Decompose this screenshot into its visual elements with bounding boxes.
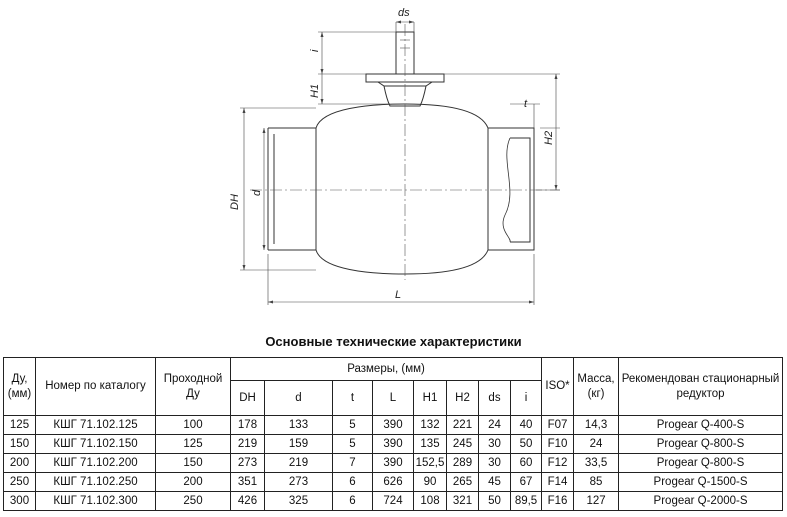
cell-catalog: КШГ 71.102.200 bbox=[36, 454, 156, 473]
table-row bbox=[4, 492, 783, 511]
cell-mass: 85 bbox=[574, 473, 619, 492]
header-h1: H1 bbox=[414, 381, 447, 416]
table-title: Основные технические характеристики bbox=[265, 334, 522, 349]
cell-bore: 200 bbox=[156, 473, 231, 492]
cell-dh: 426 bbox=[231, 492, 265, 511]
cell-dh: 273 bbox=[231, 454, 265, 473]
cell-catalog: КШГ 71.102.250 bbox=[36, 473, 156, 492]
header-gear: Рекомендован стационарный редуктор bbox=[619, 358, 783, 416]
cell-l: 390 bbox=[373, 435, 414, 454]
cell-iso: F14 bbox=[542, 473, 574, 492]
cell-dh: 178 bbox=[231, 416, 265, 435]
header-bore: Проходной Ду bbox=[156, 358, 231, 416]
label-l: L bbox=[395, 289, 402, 301]
label-t: t bbox=[524, 98, 528, 110]
cell-ds: 24 bbox=[479, 416, 511, 435]
cell-h2: 265 bbox=[447, 473, 479, 492]
cell-iso: F12 bbox=[542, 454, 574, 473]
cell-t: 5 bbox=[333, 416, 373, 435]
cell-du: 125 bbox=[4, 416, 36, 435]
cell-bore: 250 bbox=[156, 492, 231, 511]
cell-h2: 321 bbox=[447, 492, 479, 511]
cell-h1: 108 bbox=[414, 492, 447, 511]
header-iso: ISO* bbox=[542, 358, 574, 416]
cell-h1: 152,5 bbox=[414, 454, 447, 473]
cell-d: 273 bbox=[265, 473, 333, 492]
cell-t: 5 bbox=[333, 435, 373, 454]
cell-iso: F16 bbox=[542, 492, 574, 511]
cell-gear: Progear Q-1500-S bbox=[619, 473, 783, 492]
header-catalog: Номер по каталогу bbox=[36, 358, 156, 416]
cell-h1: 132 bbox=[414, 416, 447, 435]
cell-i: 67 bbox=[511, 473, 542, 492]
label-d: d bbox=[251, 189, 263, 196]
cell-d: 159 bbox=[265, 435, 333, 454]
cell-bore: 125 bbox=[156, 435, 231, 454]
cell-t: 7 bbox=[333, 454, 373, 473]
cell-gear: Progear Q-800-S bbox=[619, 454, 783, 473]
cell-h2: 221 bbox=[447, 416, 479, 435]
table-row bbox=[4, 454, 783, 473]
cell-catalog: КШГ 71.102.125 bbox=[36, 416, 156, 435]
cell-ds: 30 bbox=[479, 435, 511, 454]
cell-h2: 245 bbox=[447, 435, 479, 454]
header-d: d bbox=[265, 381, 333, 416]
ball-body bbox=[316, 104, 488, 274]
table-row bbox=[4, 435, 783, 454]
header-h2: H2 bbox=[447, 381, 479, 416]
cell-du: 200 bbox=[4, 454, 36, 473]
cell-h2: 289 bbox=[447, 454, 479, 473]
cell-l: 390 bbox=[373, 416, 414, 435]
cell-dh: 351 bbox=[231, 473, 265, 492]
cell-bore: 150 bbox=[156, 454, 231, 473]
cell-h1: 90 bbox=[414, 473, 447, 492]
cell-l: 724 bbox=[373, 492, 414, 511]
cell-ds: 50 bbox=[479, 492, 511, 511]
cell-ds: 30 bbox=[479, 454, 511, 473]
cell-t: 6 bbox=[333, 473, 373, 492]
table-row bbox=[4, 473, 783, 492]
header-mass: Масса, (кг) bbox=[574, 358, 619, 416]
cell-mass: 14,3 bbox=[574, 416, 619, 435]
label-h2: H2 bbox=[543, 130, 555, 145]
cell-du: 250 bbox=[4, 473, 36, 492]
cell-mass: 127 bbox=[574, 492, 619, 511]
cell-l: 390 bbox=[373, 454, 414, 473]
cell-catalog: КШГ 71.102.150 bbox=[36, 435, 156, 454]
header-t: t bbox=[333, 381, 373, 416]
cell-du: 150 bbox=[4, 435, 36, 454]
cell-i: 40 bbox=[511, 416, 542, 435]
header-du: Ду, (мм) bbox=[4, 358, 36, 416]
cell-d: 325 bbox=[265, 492, 333, 511]
header-dh: DH bbox=[231, 381, 265, 416]
cell-du: 300 bbox=[4, 492, 36, 511]
label-ds: ds bbox=[398, 7, 410, 19]
label-h1: H1 bbox=[309, 83, 321, 98]
cell-gear: Progear Q-800-S bbox=[619, 435, 783, 454]
header-l: L bbox=[373, 381, 414, 416]
cell-gear: Progear Q-400-S bbox=[619, 416, 783, 435]
cell-i: 89,5 bbox=[511, 492, 542, 511]
cell-i: 60 bbox=[511, 454, 542, 473]
cell-bore: 100 bbox=[156, 416, 231, 435]
cell-i: 50 bbox=[511, 435, 542, 454]
label-i: i bbox=[309, 49, 321, 52]
left-pipe bbox=[268, 128, 316, 250]
cell-t: 6 bbox=[333, 492, 373, 511]
cell-gear: Progear Q-2000-S bbox=[619, 492, 783, 511]
cell-mass: 33,5 bbox=[574, 454, 619, 473]
table-row bbox=[4, 416, 783, 435]
header-i: i bbox=[511, 381, 542, 416]
cell-catalog: КШГ 71.102.300 bbox=[36, 492, 156, 511]
cell-h1: 135 bbox=[414, 435, 447, 454]
cell-ds: 45 bbox=[479, 473, 511, 492]
cell-iso: F10 bbox=[542, 435, 574, 454]
cell-d: 219 bbox=[265, 454, 333, 473]
header-dimensions: Размеры, (мм) bbox=[231, 358, 542, 381]
cell-d: 133 bbox=[265, 416, 333, 435]
cell-iso: F07 bbox=[542, 416, 574, 435]
header-ds: ds bbox=[479, 381, 511, 416]
cell-l: 626 bbox=[373, 473, 414, 492]
label-dh: DH bbox=[229, 194, 241, 210]
spec-table bbox=[3, 357, 783, 511]
right-pipe bbox=[488, 128, 534, 250]
cell-dh: 219 bbox=[231, 435, 265, 454]
cell-mass: 24 bbox=[574, 435, 619, 454]
